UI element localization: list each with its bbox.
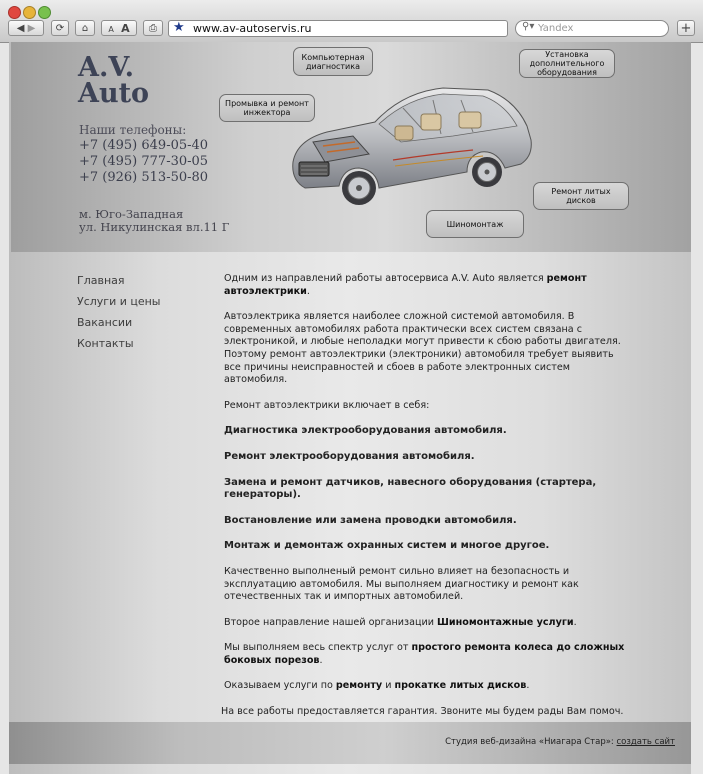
phone-number: +7 (495) 649-05-40 [79,138,209,153]
discs-paragraph: Оказываем услуги по ремонту и прокатке литых дисков. [224,680,530,692]
close-window-button[interactable] [8,6,21,19]
phones-label: Наши телефоны: [79,123,187,137]
service-list-item: Диагностика электрооборудования автомобиля. [224,425,507,437]
address-bar[interactable] [168,20,508,37]
zoom-window-button[interactable] [38,6,51,19]
add-bookmark-button[interactable] [677,20,695,36]
phone-number: +7 (495) 777-30-05 [79,154,209,169]
forward-arrow-icon[interactable]: ▶ [27,23,36,34]
service-list-item: Востановление или замена проводки автомобиля. [224,514,517,526]
callout-diagnostics: Компьютерная диагностика [293,47,373,76]
home-icon: ⌂ [81,23,89,34]
plus-icon: + [680,21,692,36]
nav-item-home[interactable]: Главная [77,274,125,287]
main-nav [77,274,161,358]
guarantee-paragraph: На все работы предоставляется гарантия. Звоните мы будем рады Вам помоч. [221,706,624,718]
car-cutaway-image [283,70,543,220]
address-url[interactable]: www.av-autoservis.ru [193,22,312,35]
service-list-item: Замена и ремонт датчиков, навесного оборудования (стартера, генераторы). [224,476,597,501]
search-placeholder[interactable]: Yandex [538,23,574,34]
includes-heading: Ремонт автоэлектрики включает в себя: [224,399,430,411]
address-metro: м. Юго-Западная [79,207,184,221]
print-button[interactable] [143,20,163,36]
nav-item-contacts[interactable]: Контакты [77,337,134,350]
browser-toolbar [0,0,703,43]
text-bigger-button[interactable]: A [121,22,130,35]
service-list-item: Монтаж и демонтаж охранных систем и многое другое. [224,540,550,552]
back-arrow-icon[interactable]: ◀ [16,23,25,34]
back-forward-buttons[interactable] [8,20,44,36]
home-button[interactable] [75,20,95,36]
main-content [221,273,629,732]
search-field[interactable] [515,20,669,37]
create-site-link[interactable]: создать сайт [616,737,675,747]
logo-line-1: A.V. [78,52,134,83]
search-icon[interactable]: ⚲▾ [522,21,535,32]
nav-item-services[interactable]: Услуги и цены [77,295,161,308]
nav-item-vacancies[interactable]: Вакансии [77,316,133,329]
tire-service-paragraph: Второе направление нашей организации Шиномонтажные услуги. [224,616,577,628]
printer-icon: ⎙ [149,23,157,34]
quality-paragraph: Качественно выполненый ремонт сильно влияет на безопасность и эксплуатацию автомобиля. Мы выполняем диагностику и ремонт как отечественных так и импортных автомобилей. [224,565,579,603]
footer-credits: Студия веб-дизайна «Ниагара Стар»: создать сайт [445,737,675,747]
address-street: ул. Никулинская вл.11 Г [79,220,230,234]
intro-paragraph: Одним из направлений работы автосервиса A.V. Auto является ремонт автоэлектрики. [224,273,587,297]
phone-number: +7 (926) 513-50-80 [79,170,209,185]
logo-line-2: Auto [78,78,150,109]
site-footer [9,722,691,764]
page [9,42,691,774]
callout-equipment: Установка дополнительного оборудования [519,49,615,78]
callout-discs: Ремонт литых дисков [533,182,629,210]
bookmark-star-icon[interactable]: ★ [173,20,185,35]
reload-button[interactable] [51,20,69,36]
text-size-buttons[interactable] [101,20,137,36]
site-header [11,42,691,252]
electrics-paragraph: Автоэлектрика является наиболее сложной системой автомобиля. В современных автомобилях работа практически всех систем связана с электроникой, и любые неполадки могут привести к сбою работы двигателя. Поэтому ремонт автоэлектрики (электроники) автомобиля требует выявить все причины неисправностей и сбоев в работе электронных систем автомобиля. [224,311,621,386]
repair-range-paragraph: Мы выполняем весь спектр услуг от простого ремонта колеса до сложных боковых порезов. [224,642,625,666]
callout-injector: Промывка и ремонт инжектора [219,94,315,122]
reload-icon: ⟳ [55,23,65,34]
service-list-item: Ремонт электрооборудования автомобиля. [224,450,475,462]
callout-tires: Шиномонтаж [426,210,524,238]
text-smaller-button[interactable]: A [108,25,114,34]
site-logo[interactable] [78,52,150,109]
minimize-window-button[interactable] [23,6,36,19]
